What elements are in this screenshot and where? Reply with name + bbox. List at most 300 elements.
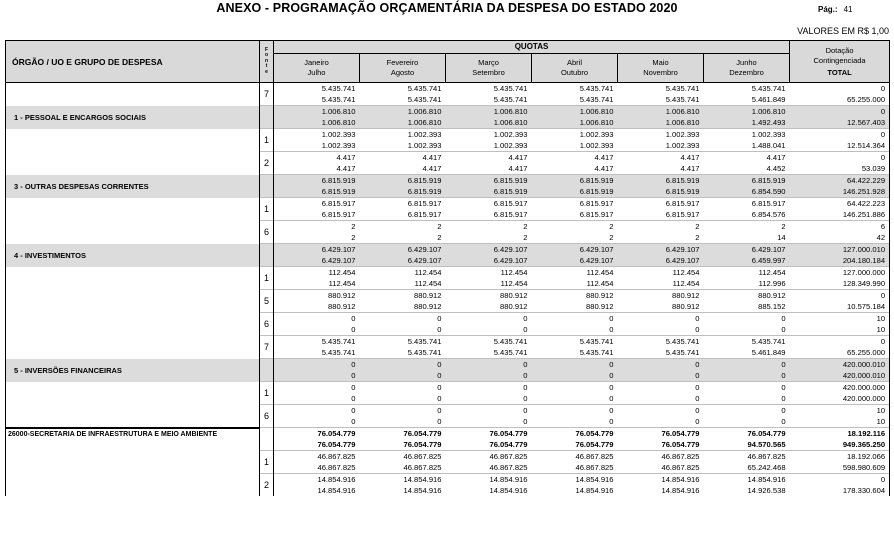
- quota-cell: [360, 290, 446, 313]
- quota-cell: [532, 221, 618, 244]
- table-row: [6, 451, 890, 474]
- value-first-half: 46.867.825: [661, 452, 700, 461]
- table-row: [6, 221, 890, 244]
- quota-cell: [618, 313, 704, 336]
- value-first-half: 880.912: [758, 291, 786, 300]
- value-second-half: 2: [695, 232, 700, 242]
- group-row: [6, 359, 890, 382]
- value-second-half: 14.854.916: [403, 485, 442, 495]
- total-cell: [790, 474, 890, 497]
- quota-cell: [446, 244, 532, 267]
- value-first-half: 880.912: [672, 291, 700, 300]
- quota-cell: [360, 244, 446, 267]
- quota-cell: [618, 382, 704, 405]
- quota-cell: [704, 152, 790, 175]
- value-second-half: 0: [781, 416, 786, 426]
- fonte-cell: 5: [260, 290, 274, 313]
- quota-cell: [532, 175, 618, 198]
- dotacao-line-2: Contingenciada: [813, 55, 866, 65]
- value-second-half: 949.365.250: [842, 439, 886, 449]
- value-second-half: 0: [523, 324, 528, 334]
- value-second-half: 6.815.917: [493, 209, 528, 219]
- value-first-half: 0: [437, 314, 442, 323]
- value-first-half: 6.815.917: [321, 199, 356, 208]
- quota-cell: [618, 336, 704, 359]
- quota-cell: [618, 428, 704, 451]
- value-first-half: 76.054.779: [489, 429, 528, 438]
- value-second-half: 6.815.919: [665, 186, 700, 196]
- value-second-half: 0: [437, 393, 442, 403]
- value-second-half: 0: [437, 416, 442, 426]
- value-first-half: 127.000.000: [842, 268, 886, 277]
- value-second-half: 1.002.393: [493, 140, 528, 150]
- value-first-half: 18.192.116: [847, 429, 886, 438]
- value-first-half: 14.854.916: [575, 475, 614, 484]
- value-first-half: 46.867.825: [575, 452, 614, 461]
- quota-cell: [274, 336, 360, 359]
- quota-cell: [274, 474, 360, 497]
- value-first-half: 0: [880, 84, 886, 93]
- month-first-half: Junho: [736, 58, 757, 67]
- value-first-half: 0: [695, 406, 700, 415]
- quota-cell: [274, 405, 360, 428]
- quota-cell: [274, 359, 360, 382]
- value-first-half: 1.006.810: [665, 107, 700, 116]
- quota-cell: [704, 474, 790, 497]
- quota-cell: [532, 290, 618, 313]
- value-first-half: 0: [781, 314, 786, 323]
- value-second-half: 112.454: [586, 278, 614, 288]
- value-first-half: 5.435.741: [321, 337, 356, 346]
- value-first-half: 46.867.825: [317, 452, 356, 461]
- value-second-half: 0: [523, 370, 528, 380]
- row-label: [6, 313, 260, 336]
- value-second-half: 885.152: [758, 301, 786, 311]
- value-second-half: 2: [523, 232, 528, 242]
- month-second-half: Outubro: [560, 68, 589, 77]
- value-second-half: 0: [695, 393, 700, 403]
- value-first-half: 6.815.917: [407, 199, 442, 208]
- quota-cell: [532, 152, 618, 175]
- fonte-letter: F: [264, 46, 269, 53]
- quota-cell: [360, 175, 446, 198]
- value-first-half: 0: [523, 383, 528, 392]
- quota-cell: [446, 382, 532, 405]
- value-second-half: 6.815.919: [321, 186, 356, 196]
- value-second-half: 4.417: [422, 163, 442, 173]
- fonte-cell: 2: [260, 474, 274, 497]
- month-first-half: Abril: [566, 58, 582, 67]
- value-first-half: 4.417: [766, 153, 786, 162]
- month-header: [360, 54, 446, 83]
- value-second-half: 204.180.184: [842, 255, 886, 265]
- row-label: [6, 267, 260, 290]
- value-second-half: 0: [437, 324, 442, 334]
- value-first-half: 112.454: [758, 268, 786, 277]
- quota-cell: [532, 451, 618, 474]
- row-label: 4 - INVESTIMENTOS: [6, 244, 260, 267]
- fonte-cell: 1: [260, 129, 274, 152]
- value-first-half: 46.867.825: [489, 452, 528, 461]
- value-first-half: 112.454: [586, 268, 614, 277]
- value-first-half: 4.417: [594, 153, 614, 162]
- quota-cell: [618, 129, 704, 152]
- value-first-half: 112.454: [672, 268, 700, 277]
- value-second-half: 6.815.917: [321, 209, 356, 219]
- quota-cell: [532, 267, 618, 290]
- month-second-half: Setembro: [472, 68, 505, 77]
- value-first-half: 0: [880, 291, 886, 300]
- value-first-half: 2: [437, 222, 442, 231]
- quota-cell: [274, 106, 360, 129]
- value-first-half: 76.054.779: [575, 429, 614, 438]
- quota-cell: [532, 83, 618, 106]
- fonte-letter: t: [265, 63, 268, 70]
- month-second-half: Novembro: [643, 68, 678, 77]
- value-second-half: 6.429.107: [407, 255, 442, 265]
- value-first-half: 2: [351, 222, 356, 231]
- table-row: [6, 198, 890, 221]
- fonte-cell: 1: [260, 198, 274, 221]
- row-label: [6, 290, 260, 313]
- value-second-half: 0: [609, 393, 614, 403]
- quota-cell: [274, 244, 360, 267]
- fonte-cell: 6: [260, 313, 274, 336]
- table-row: [6, 290, 890, 313]
- value-second-half: 94.570.565: [747, 439, 786, 449]
- value-first-half: 4.417: [422, 153, 442, 162]
- quota-cell: [360, 405, 446, 428]
- quota-cell: [274, 428, 360, 451]
- month-header: [274, 54, 360, 83]
- value-second-half: 46.867.825: [661, 462, 700, 472]
- month-header: [446, 54, 532, 83]
- fonte-cell: 7: [260, 83, 274, 106]
- value-second-half: 6.815.917: [665, 209, 700, 219]
- value-first-half: 1.002.393: [665, 130, 700, 139]
- month-header: [618, 54, 704, 83]
- month-second-half: Dezembro: [729, 68, 764, 77]
- month-first-half: Janeiro: [304, 58, 329, 67]
- quota-cell: [274, 221, 360, 244]
- fonte-cell: 1: [260, 451, 274, 474]
- quota-cell: [532, 474, 618, 497]
- value-first-half: 1.002.393: [579, 130, 614, 139]
- page-label: Pág.:: [818, 5, 838, 14]
- quota-cell: [532, 129, 618, 152]
- value-first-half: 1.002.393: [321, 130, 356, 139]
- value-second-half: 5.435.741: [665, 94, 700, 104]
- value-first-half: 0: [523, 360, 528, 369]
- value-first-half: 880.912: [414, 291, 442, 300]
- quota-cell: [446, 83, 532, 106]
- value-first-half: 1.002.393: [493, 130, 528, 139]
- value-second-half: 5.435.741: [579, 347, 614, 357]
- value-first-half: 420.000.010: [842, 360, 886, 369]
- value-first-half: 2: [609, 222, 614, 231]
- quota-cell: [704, 106, 790, 129]
- quota-cell: [704, 290, 790, 313]
- value-second-half: 880.912: [586, 301, 614, 311]
- value-second-half: 4.452: [766, 163, 786, 173]
- value-second-half: 6.429.107: [321, 255, 356, 265]
- value-second-half: 5.435.741: [321, 347, 356, 357]
- value-second-half: 14.854.916: [317, 485, 356, 495]
- value-first-half: 6.815.917: [579, 199, 614, 208]
- dotacao-header: [790, 41, 890, 83]
- quota-cell: [618, 267, 704, 290]
- value-second-half: 146.251.886: [842, 209, 886, 219]
- value-first-half: 0: [609, 406, 614, 415]
- value-first-half: 6.815.917: [665, 199, 700, 208]
- value-first-half: 0: [351, 360, 356, 369]
- quota-cell: [360, 221, 446, 244]
- value-first-half: 1.006.810: [321, 107, 356, 116]
- quota-cell: [618, 244, 704, 267]
- quota-cell: [532, 382, 618, 405]
- value-first-half: 10: [876, 314, 886, 323]
- quota-cell: [446, 106, 532, 129]
- value-second-half: 6.815.919: [493, 186, 528, 196]
- quota-cell: [704, 451, 790, 474]
- quota-cell: [274, 129, 360, 152]
- quota-cell: [532, 198, 618, 221]
- value-first-half: 5.435.741: [751, 84, 786, 93]
- row-label: [6, 83, 260, 106]
- value-first-half: 64.422.223: [847, 199, 886, 208]
- value-first-half: 5.435.741: [321, 84, 356, 93]
- quota-cell: [274, 382, 360, 405]
- value-first-half: 880.912: [500, 291, 528, 300]
- value-second-half: 46.867.825: [489, 462, 528, 472]
- quota-cell: [704, 405, 790, 428]
- value-second-half: 6.815.919: [407, 186, 442, 196]
- value-second-half: 0: [351, 370, 356, 380]
- value-second-half: 5.435.741: [665, 347, 700, 357]
- value-second-half: 6.815.917: [579, 209, 614, 219]
- currency-note: VALORES EM R$ 1,00: [797, 26, 889, 36]
- value-first-half: 6.429.107: [407, 245, 442, 254]
- month-first-half: Março: [478, 58, 499, 67]
- row-label: [6, 474, 260, 497]
- value-second-half: 6.815.919: [579, 186, 614, 196]
- value-first-half: 0: [609, 383, 614, 392]
- value-second-half: 5.461.849: [751, 347, 786, 357]
- row-label: 5 - INVERSÕES FINANCEIRAS: [6, 359, 260, 382]
- value-second-half: 4.417: [680, 163, 700, 173]
- value-first-half: 0: [437, 406, 442, 415]
- value-first-half: 5.435.741: [579, 337, 614, 346]
- fonte-cell: 7: [260, 336, 274, 359]
- value-first-half: 14.854.916: [747, 475, 786, 484]
- quota-cell: [446, 267, 532, 290]
- quota-cell: [446, 198, 532, 221]
- fonte-cell: 6: [260, 405, 274, 428]
- total-cell: [790, 244, 890, 267]
- quota-cell: [360, 474, 446, 497]
- total-cell: [790, 267, 890, 290]
- value-first-half: 0: [781, 406, 786, 415]
- value-second-half: 14.926.538: [747, 485, 786, 495]
- value-second-half: 112.454: [672, 278, 700, 288]
- quota-cell: [704, 83, 790, 106]
- value-second-half: 12.567.403: [847, 117, 886, 127]
- quota-cell: [704, 198, 790, 221]
- value-first-half: 1.002.393: [407, 130, 442, 139]
- quota-cell: [532, 405, 618, 428]
- value-first-half: 1.006.810: [493, 107, 528, 116]
- value-second-half: 1.002.393: [321, 140, 356, 150]
- quota-cell: [274, 267, 360, 290]
- total-cell: [790, 382, 890, 405]
- quota-cell: [618, 106, 704, 129]
- quotas-header: QUOTAS: [274, 41, 790, 54]
- value-second-half: 46.867.825: [403, 462, 442, 472]
- value-first-half: 0: [437, 383, 442, 392]
- quota-cell: [446, 405, 532, 428]
- value-first-half: 14.854.916: [489, 475, 528, 484]
- value-first-half: 6.815.919: [493, 176, 528, 185]
- value-second-half: 76.054.779: [489, 439, 528, 449]
- month-header: [532, 54, 618, 83]
- value-second-half: 53.039: [861, 163, 886, 173]
- value-first-half: 5.435.741: [665, 84, 700, 93]
- value-second-half: 6.854.576: [751, 209, 786, 219]
- quota-cell: [360, 428, 446, 451]
- table-row: [6, 336, 890, 359]
- value-first-half: 6.815.917: [493, 199, 528, 208]
- value-first-half: 0: [695, 360, 700, 369]
- value-first-half: 4.417: [508, 153, 528, 162]
- value-second-half: 1.488.041: [751, 140, 786, 150]
- value-first-half: 0: [523, 406, 528, 415]
- quota-cell: [704, 175, 790, 198]
- quota-cell: [704, 313, 790, 336]
- value-first-half: 10: [876, 406, 886, 415]
- value-second-half: 6.429.107: [579, 255, 614, 265]
- total-cell: [790, 313, 890, 336]
- quota-cell: [704, 267, 790, 290]
- value-second-half: 6.429.107: [493, 255, 528, 265]
- quota-cell: [704, 221, 790, 244]
- group-row: [6, 175, 890, 198]
- value-second-half: 1.006.810: [407, 117, 442, 127]
- value-second-half: 5.435.741: [493, 347, 528, 357]
- value-second-half: 880.912: [414, 301, 442, 311]
- value-first-half: 0: [351, 314, 356, 323]
- value-first-half: 0: [781, 383, 786, 392]
- quota-cell: [532, 428, 618, 451]
- quota-cell: [532, 359, 618, 382]
- value-first-half: 1.006.810: [579, 107, 614, 116]
- quota-cell: [274, 451, 360, 474]
- value-second-half: 14.854.916: [661, 485, 700, 495]
- value-second-half: 0: [781, 370, 786, 380]
- value-second-half: 420.000.000: [842, 393, 886, 403]
- value-second-half: 1.006.810: [493, 117, 528, 127]
- fonte-cell: 6: [260, 221, 274, 244]
- quota-cell: [360, 129, 446, 152]
- value-second-half: 178.330.604: [842, 485, 886, 495]
- total-cell: [790, 405, 890, 428]
- quota-cell: [274, 313, 360, 336]
- fonte-cell: [260, 359, 274, 382]
- quota-cell: [360, 198, 446, 221]
- value-second-half: 112.996: [758, 278, 786, 288]
- value-first-half: 2: [695, 222, 700, 231]
- value-first-half: 14.854.916: [403, 475, 442, 484]
- quota-cell: [360, 83, 446, 106]
- value-second-half: 1.006.810: [665, 117, 700, 127]
- value-first-half: 420.000.000: [842, 383, 886, 392]
- fonte-cell: [260, 175, 274, 198]
- quota-cell: [532, 106, 618, 129]
- quota-cell: [704, 382, 790, 405]
- total-cell: [790, 152, 890, 175]
- value-second-half: 12.514.364: [847, 140, 886, 150]
- page-number: 41: [843, 5, 853, 14]
- table-row: [6, 129, 890, 152]
- quota-cell: [532, 313, 618, 336]
- value-first-half: 5.435.741: [665, 337, 700, 346]
- value-second-half: 10.575.184: [847, 301, 886, 311]
- quota-cell: [446, 175, 532, 198]
- value-first-half: 6.815.919: [579, 176, 614, 185]
- value-first-half: 6.429.107: [665, 245, 700, 254]
- fonte-cell: [260, 428, 274, 451]
- fonte-letter: o: [264, 52, 269, 59]
- value-first-half: 0: [880, 130, 886, 139]
- row-label: [6, 129, 260, 152]
- quota-cell: [618, 290, 704, 313]
- value-second-half: 0: [609, 370, 614, 380]
- value-first-half: 0: [880, 337, 886, 346]
- group-row: [6, 106, 890, 129]
- value-second-half: 0: [781, 324, 786, 334]
- value-second-half: 112.454: [328, 278, 356, 288]
- value-first-half: 4.417: [680, 153, 700, 162]
- value-second-half: 1.002.393: [407, 140, 442, 150]
- quota-cell: [446, 359, 532, 382]
- value-second-half: 880.912: [328, 301, 356, 311]
- month-header: [704, 54, 790, 83]
- value-second-half: 65.255.000: [847, 347, 886, 357]
- quota-cell: [704, 129, 790, 152]
- total-cell: [790, 428, 890, 451]
- value-first-half: 18.192.066: [847, 452, 886, 461]
- total-row: [6, 428, 890, 451]
- value-second-half: 0: [351, 324, 356, 334]
- value-first-half: 6.429.107: [751, 245, 786, 254]
- quota-cell: [446, 313, 532, 336]
- value-first-half: 46.867.825: [403, 452, 442, 461]
- value-second-half: 5.435.741: [493, 94, 528, 104]
- value-second-half: 2: [351, 232, 356, 242]
- quota-cell: [446, 451, 532, 474]
- quota-cell: [532, 336, 618, 359]
- quota-cell: [446, 428, 532, 451]
- value-second-half: 128.349.990: [842, 278, 886, 288]
- value-first-half: 0: [880, 475, 886, 484]
- total-cell: [790, 290, 890, 313]
- total-cell: [790, 221, 890, 244]
- quota-cell: [446, 336, 532, 359]
- value-first-half: 0: [609, 360, 614, 369]
- quota-cell: [446, 152, 532, 175]
- row-label: [6, 198, 260, 221]
- fonte-letter: e: [265, 68, 268, 75]
- row-label: 3 - OUTRAS DESPESAS CORRENTES: [6, 175, 260, 198]
